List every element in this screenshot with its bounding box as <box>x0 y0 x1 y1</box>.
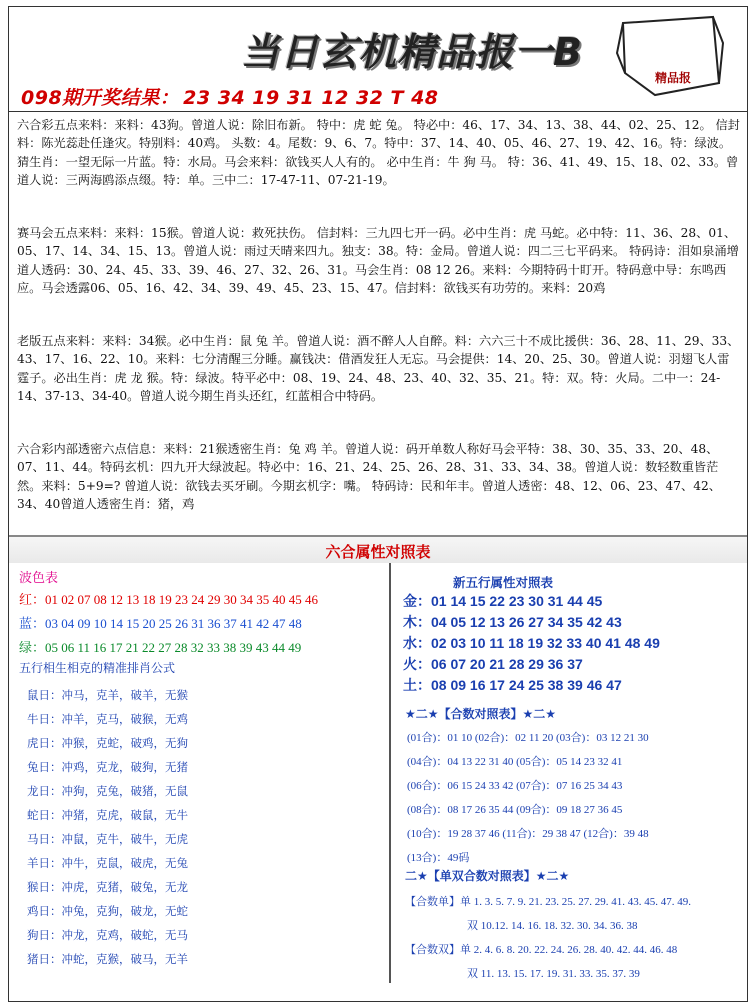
header <box>9 7 747 109</box>
wave-green-numbers: 05 06 11 16 17 21 22 27 28 32 33 38 39 43 44 49 <box>45 640 302 655</box>
dan-row-2: 双 10.12. 14. 16. 18. 32. 30. 34. 36. 38 <box>467 920 638 932</box>
dan-label: 【合数单】单 <box>405 896 471 908</box>
column-divider <box>389 563 391 983</box>
relation-row: 蛇日：冲猪，克虎，破鼠，无牛 <box>27 808 188 822</box>
relation-row: 马日：冲鼠，克牛，破牛，无虎 <box>27 832 188 846</box>
relation-row: 虎日：冲猴，克蛇，破鸡，无狗 <box>27 736 188 750</box>
table-title-bar <box>9 535 747 563</box>
five-element-row: 水：02 03 10 11 18 19 32 33 40 41 48 49 <box>403 635 660 651</box>
table-title: 六合属性对照表 <box>325 543 431 561</box>
he-row: (06合)：06 15 24 33 42 (07合)：07 16 25 34 43 <box>407 780 623 792</box>
relation-row: 兔日：冲鸡，克龙，破狗，无猪 <box>27 760 188 774</box>
five-elements-title: 新五行属性对照表 <box>453 575 554 590</box>
five-element-row: 金：01 14 15 22 23 30 31 44 45 <box>403 593 603 609</box>
relation-row: 龙日：冲狗，克兔，破猪，无鼠 <box>27 784 188 798</box>
wave-red-row <box>19 589 318 608</box>
he-row: (01合)：01 10 (02合)：02 11 20 (03合)：03 12 21 30 <box>407 732 649 744</box>
five-element-row: 土：08 09 16 17 24 25 38 39 46 47 <box>403 677 622 693</box>
result-numbers: 23 34 19 31 12 32 T 48 <box>183 87 439 109</box>
relation-row: 鼠日：冲马，克羊，破羊，无猴 <box>27 688 188 702</box>
he-row: (10合)：19 28 37 46 (11合)：29 38 47 (12合)：39 48 <box>407 828 649 840</box>
relation-row: 牛日：冲羊，克马，破猴，无鸡 <box>27 712 188 726</box>
page-title: 当日玄机精品报一B <box>241 30 583 74</box>
wave-red-label: 红： <box>19 593 46 608</box>
formula-title: 五行相生相克的精准排肖公式 <box>19 661 176 675</box>
wave-blue-numbers: 03 04 09 10 14 15 20 25 26 31 36 37 41 42 47 48 <box>45 616 302 631</box>
wave-blue-label: 蓝： <box>19 617 46 632</box>
paragraph-3: 老版五点来料：来料：34猴。必中生肖：鼠 兔 羊。曾道人说：酒不醉人人自醉。料：六六三十不成比援供：36、28、11、29、33、43、17、16、22、10。来料：七分清醒三分睡。赢钱决：借酒发狂人无忘。马会提供：14、20、25、30。曾道人说：羽翅飞人雷霆子。必出生肖：虎 龙 猴。特：绿波。特平必中：08、19、24、48、23、40、32、35、21。特：双。特：火局。二中一：24-14、37-13、34-40。曾道人说今期生肖头还红，红蓝相合中特码。 <box>17 334 740 403</box>
result-label: 098期开奖结果： <box>21 87 180 109</box>
relation-row: 猪日：冲蛇，克猴，破马，无羊 <box>27 952 188 966</box>
newspaper-page <box>8 6 748 1002</box>
shuang-label: 【合数双】单 <box>405 944 471 956</box>
shuang-values: 2. 4. 6. 8. 20. 22. 24. 26. 28. 40. 42. 44. 46. 48 <box>473 944 678 956</box>
he-row: (08合)：08 17 26 35 44 (09合)：09 18 27 36 45 <box>407 804 623 816</box>
shuang-row <box>405 941 677 957</box>
relation-row: 羊日：冲牛，克鼠，破虎，无兔 <box>27 856 188 870</box>
article-body <box>9 111 747 536</box>
paragraph-2: 赛马会五点来料：来料：15猴。曾道人说：救死扶伤。 信封料：三九四七开一码。必中生肖：虎 马蛇。必中特：11、36、28、01、05、17、14、34、15、13。曾道人说：雨过天晴来四九。独支：38。特：金局。曾道人说：四二三七平码来。 特码诗：泪如泉涌增道人透码：30、24、45、33、39、46、27、32、26、31。马会生肖：08 12 26。来料：今期特码十盯开。特码意中导：东鸣西应。马会透露06、05、16、42、34、39、49、45、23、15、47。信封料：欲钱买有功劳的。来料：20鸡 <box>17 226 739 295</box>
ds-table-title: 二★【单双合数对照表】★二★ <box>405 869 570 883</box>
wave-green-label: 绿： <box>19 641 46 656</box>
he-table-title: ★二★【合数对照表】★二★ <box>405 707 557 721</box>
wave-green-row <box>19 637 301 656</box>
shuang-row-2: 双 11. 13. 15. 17. 19. 31. 33. 35. 37. 39 <box>467 968 640 980</box>
he-row: (13合)：49码 <box>407 852 470 864</box>
dan-row <box>405 893 691 909</box>
wave-red-numbers: 01 02 07 08 12 13 18 19 23 24 29 30 34 35 40 45 46 <box>45 592 319 607</box>
he-row: (04合)：04 13 22 31 40 (05合)：05 14 23 32 41 <box>407 756 623 768</box>
relation-row: 狗日：冲龙，克鸡，破蛇，无马 <box>27 928 188 942</box>
brand-tag: 精品报 <box>655 71 692 85</box>
relation-row: 猴日：冲虎，克猪，破兔，无龙 <box>27 880 188 894</box>
wave-table-title: 波色表 <box>19 571 59 586</box>
draw-result <box>21 83 439 110</box>
relation-row: 鸡日：冲兔，克狗，破龙，无蛇 <box>27 904 188 918</box>
paragraph-1: 六合彩五点来料：来料：43狗。曾道人说：除旧布新。 特中：虎 蛇 兔。 特必中：46、17、34、13、38、44、02、25、12。 信封料：陈光蕊赴任逢灾。特别料：40鸡。 头数：4。尾数：9、6、7。特中：37、14、40、05、46、27、19、42、16。特：绿波。猜生肖：一望无际一片蓝。特：水局。马会来料：欲钱买人人有的。 必中生肖：牛 狗 马。 特：36、41、49、15、18、02、33。曾道人说：三两海鸥添点缀。特：单。三中二：17-47-11、07-21-19。 <box>17 118 740 187</box>
five-element-row: 木：04 05 12 13 26 27 34 35 42 43 <box>403 614 622 630</box>
dan-values: 1. 3. 5. 7. 9. 21. 23. 25. 27. 29. 41. 43. 45. 47. 49. <box>473 896 691 908</box>
paragraph-4: 六合彩内部透密六点信息：来料：21猴透密生肖：兔 鸡 羊。曾道人说：码开单数人称好马会平特：38、30、35、33、20、48、07、11、44。特码玄机：四九开大绿波起。特必中：16、21、24、25、26、28、31、33、34、38。曾道人说：数轻数重皆茫然。来料：5+9=? 曾道人说：欲钱去买牙刷。今期玄机字：嘴。 特码诗：民和年丰。曾道人透密：48、12、06、23、47、42、34、40曾道人透密生肖：猪，鸡 <box>17 442 721 511</box>
five-element-row: 火：06 07 20 21 28 29 36 37 <box>403 656 583 672</box>
banner-flag-icon <box>615 13 725 99</box>
wave-blue-row <box>19 613 302 632</box>
